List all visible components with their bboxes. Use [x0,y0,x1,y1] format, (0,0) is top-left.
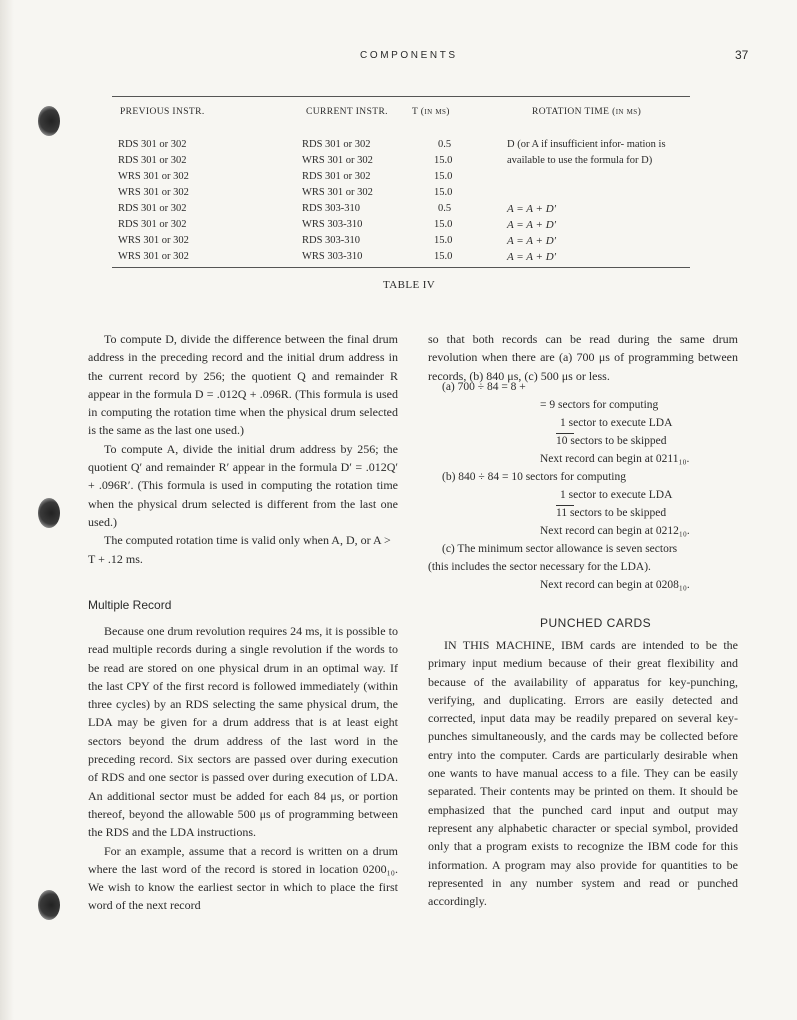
cell-previous: RDS 301 or 302 [118,203,187,214]
cell-previous: WRS 301 or 302 [118,251,189,262]
section-heading-punched-cards: PUNCHED CARDS [540,616,652,630]
calc-a-line2: = 9 sectors for computing [540,399,659,411]
paragraph: To compute D, divide the difference between the final drum address in the preceding record and the initial drum address in the current record by 256; the quotient Q and remainder R appear in the formula D = .012Q + .096R. (This formula is used in computing the rotation time when the physical drum selected is the same as the last one used.) [88,332,398,438]
table-row [112,235,690,251]
cell-previous: WRS 301 or 302 [118,171,189,182]
paragraph: The computed rotation time is valid only when A, D, or A > T + .12 ms. [88,533,391,566]
left-column-bottom [88,622,398,915]
paragraph: so that both records can be read during the same drum revolution when there are (a) 700 μs of programming between records, (b) 840 μs, (c) 500 μs or less. [428,332,738,383]
page-title: COMPONENTS [360,50,458,61]
cell-current: RDS 303-310 [302,203,361,214]
binder-hole-middle [38,498,60,528]
table-row [112,187,690,203]
table-row [112,219,690,235]
sum-rule [556,505,574,506]
paragraph: IN THIS MACHINE, IBM cards are intended to be the primary input medium because of their great flexibility and because of the availability of apparatus for key-punching, verifying, and duplicating. Errors are easily detected and corrected, input data may be readily prepared on several key-punches simultaneously, and the cards may be collected before entry into the computer. Cards are particularly desirable when one wants to have manual access to a file. They can be easily separated. Their contents may be printed on them. It should be emphasized that the punched card input and output may represent any alphabetic character or special symbol, provided only that a program exists to recognize the IBM code for this information. A program may also provide for quantities to be represented in any number system and read or punched accordingly. [428,638,738,909]
cell-t: 15.0 [434,171,453,182]
cell-current: RDS 303-310 [302,235,361,246]
calc-b-line1: (b) 840 ÷ 84 = 10 sectors for computing [442,471,626,483]
binder-hole-bottom [38,890,60,920]
paragraph: For an example, assume that a record is written on a drum where the last word of the record is stored in location 0200₁₀. We wish to know the earliest sector in which to place the first word of the next record [88,843,398,913]
table-row [112,251,690,267]
calc-b-line3: 11 sectors to be skipped [556,507,667,519]
col-header-current: CURRENT INSTR. [306,107,388,117]
right-column-punched-cards [428,636,738,910]
sum-rule [556,433,574,434]
calc-b-line2: 1 sector to execute LDA [560,489,673,501]
cell-current: RDS 301 or 302 [302,139,371,150]
rotation-note: D (or A if insufficient infor- mation is available to use the formula for D) [507,139,666,166]
rotation-formula: A = A + D′ [507,219,557,231]
cell-current: WRS 301 or 302 [302,187,373,198]
col-header-previous: PREVIOUS INSTR. [120,107,205,117]
cell-previous: WRS 301 or 302 [118,187,189,198]
calc-a-line5: Next record can begin at 0211₁₀. [540,453,690,465]
cell-t: 15.0 [434,251,453,262]
cell-current: RDS 301 or 302 [302,171,371,182]
cell-previous: WRS 301 or 302 [118,235,189,246]
cell-t: 0.5 [438,139,452,150]
calc-b-line4: Next record can begin at 0212₁₀. [540,525,690,537]
table-row [112,203,690,219]
cell-previous: RDS 301 or 302 [118,155,187,166]
calc-c-line2: (this includes the sector necessary for the LDA). [428,561,651,573]
calc-c-line3: Next record can begin at 0208₁₀. [540,579,690,591]
cell-current: WRS 301 or 302 [302,155,373,166]
table-iv [112,96,690,268]
cell-t: 15.0 [434,187,453,198]
left-column-top [88,330,398,568]
table-caption: TABLE IV [383,279,436,291]
rotation-formula: A = A + D′ [507,251,557,263]
rotation-formula: A = A + D′ [507,203,557,215]
table-row [112,171,690,187]
table-header [112,97,690,129]
paragraph: To compute A, divide the initial drum address by 256; the quotient Q′ and remainder R′ appear in the formula D′ = .012Q′ + .096R′. (This formula is used in computing the rotation time when the physical drum selected is different from the last one used.) [88,441,398,529]
section-heading-multiple-record: Multiple Record [88,598,172,612]
calc-a-line4: 10 sectors to be skipped [556,435,667,447]
cell-t: 15.0 [434,219,453,230]
col-header-rotation: ROTATION TIME (in ms) [532,107,642,117]
calc-a-line3: 1 sector to execute LDA [560,417,673,429]
rotation-formula: A = A + D′ [507,235,557,247]
cell-previous: RDS 301 or 302 [118,139,187,150]
right-column-intro [428,330,738,385]
table-body [112,129,690,267]
cell-t: 15.0 [434,155,453,166]
page-header [0,50,797,66]
page-edge-shadow [0,0,14,1020]
page-number: 37 [735,48,749,62]
calc-c-line1: (c) The minimum sector allowance is seven sectors [442,543,678,555]
cell-t: 0.5 [438,203,452,214]
calc-a-line1: (a) 700 ÷ 84 = 8 + [442,381,526,393]
cell-current: WRS 303-310 [302,251,363,262]
cell-previous: RDS 301 or 302 [118,219,187,230]
binder-hole-top [38,106,60,136]
table-bottom-rule [112,267,690,268]
cell-t: 15.0 [434,235,453,246]
paragraph: Because one drum revolution requires 24 ms, it is possible to read multiple records during a single revolution if the words to be read are stored on one physical drum in an optimal way. If the last CPY of the first record is followed immediately (within three cycles) by an RDS selecting the same physical drum, the LDA may be given for a drum address that is at least eight sectors beyond the drum address of the last word in the preceding record. Six sectors are passed over during execution of RDS and one sector is passed over during execution of LDA. An additional sector must be added for each 84 μs, or portion thereof, beyond the allowable 500 μs of programming between the RDS and the LDA instructions. [88,624,398,840]
col-header-t: T (in ms) [412,107,450,117]
cell-current: WRS 303-310 [302,219,363,230]
